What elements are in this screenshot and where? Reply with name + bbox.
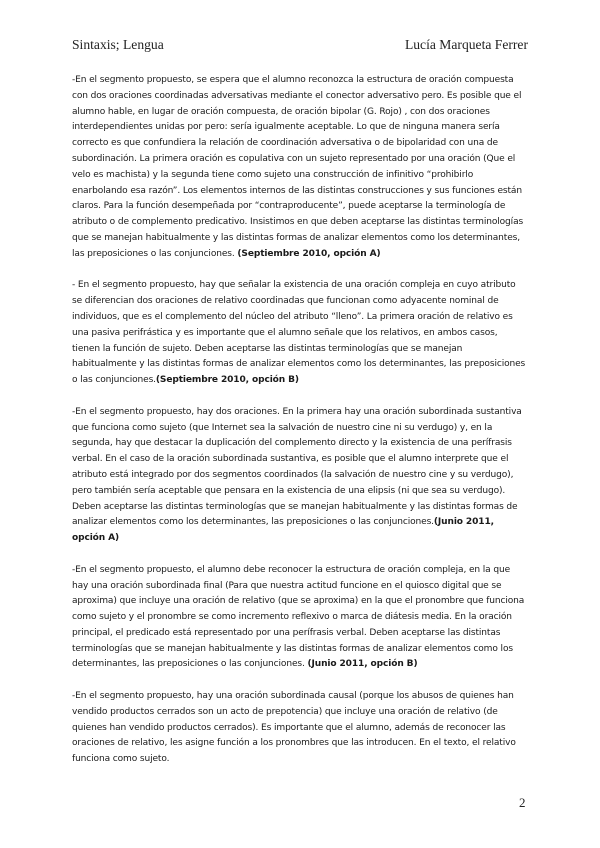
paragraph-3 xyxy=(72,405,528,547)
header-author: Lucía Marqueta Ferrer xyxy=(404,37,528,52)
paragraph-5 xyxy=(72,689,528,768)
document-body xyxy=(72,73,528,784)
header-subject: Sintaxis; Lengua xyxy=(72,37,164,52)
page-number: 2 xyxy=(519,795,526,810)
paragraph-2 xyxy=(72,278,528,389)
paragraph-reference: (Septiembre 2010, opción B) xyxy=(155,375,299,386)
paragraph-reference: (Junio 2011, opción A) xyxy=(72,517,494,544)
paragraph-text: -En el segmento propuesto, hay una oración subordinada causal (porque los abusos de quienes han vendido productos cerrados son un acto de prepotencia) que incluye una oración de relativo (de quienes han vendido productos cerrados). Es importante que el alumno, además de reconocer las oraciones de relativo, les asigne función a los pronombres que las introducen. En el texto, el relativo funciona como sujeto. xyxy=(72,691,516,765)
paragraph-text: -En el segmento propuesto, se espera que el alumno reconozca la estructura de oración compuesta con dos oraciones coordinadas adversativas mediante el conector adversativo pero. Es posible que el alumno hable, en lugar de oración compuesta, de oración bipolar (G. Rojo) , con dos oraciones interdependientes unidas por pero: sería igualmente aceptable. Lo que de ninguna manera sería correcto es que confundiera la relación de coordinación adversativa o de bipolaridad con una de subordinación. La primera oración es copulativa con un sujeto representado por una oración (Que el velo es machista) y la segunda tiene como sujeto una construcción de infinitivo “prohibirlo enarbolando esa razón”. Los elementos internos de las distintas construcciones y sus funciones están claros. Para la función desempeñada por “contraproducente”, puede aceptarse la terminología de atributo o de complemento predicativo. Insistimos en que deben aceptarse las distintas terminologías que se manejan habitualmente y las distintas formas de analizar elementos como los determinantes, las preposiciones o las conjunciones. xyxy=(72,75,524,259)
paragraph-reference: (Junio 2011, opción B) xyxy=(307,659,418,670)
paragraph-text: -En el segmento propuesto, hay dos oraciones. En la primera hay una oración subordinada sustantiva que funciona como sujeto (que Internet sea la salvación de nuestro cine ni su verdugo) y, en la segunda, hay que destacar la duplicación del complemento directo y la existencia de una perífrasis verbal. En el caso de la oración subordinada sustantiva, es posible que el alumno interprete que el atributo está integrado por dos segmentos coordinados (la salvación de nuestro cine y su verdugo), pero también sería aceptable que pensara en la existencia de una elipsis (ni que sea su verdugo). Deben aceptarse las distintas terminologías que se manejan habitualmente y las distintas formas de analizar elementos como los determinantes, las preposiciones o las conjunciones. xyxy=(72,406,522,528)
paragraph-text: - En el segmento propuesto, hay que señalar la existencia de una oración compleja en cuyo atributo se diferencian dos oraciones de relativo coordinadas que funcionan como adyacente nominal de individuos, que es el complemento del núcleo del atributo “lleno”. La primera oración de relativo es una pasiva perifrástica y es importante que el alumno señale que los relativos, en ambos casos, tienen la función de sujeto. Deben aceptarse las distintas terminologías que se manejan habitualmente y las distintas formas de analizar elementos como los determinantes, las preposiciones o las conjunciones. xyxy=(72,280,526,386)
page-header xyxy=(72,37,528,57)
paragraph-reference: (Septiembre 2010, opción A) xyxy=(237,248,381,259)
paragraph-text: -En el segmento propuesto, el alumno debe reconocer la estructura de oración compleja, en la que hay una oración subordinada final (Para que nuestra actitud funcione en el quiosco digital que se aproxima) que incluye una oración de relativo (que se aproxima) en la que el pronombre que funciona como sujeto y el pronombre se como incremento reflexivo o marca de diátesis media. En la oración principal, el predicado está representado por una perífrasis verbal. Deben aceptarse las distintas terminologías que se manejan habitualmente y las distintas formas de analizar elementos como los determinantes, las preposiciones o las conjunciones. xyxy=(72,564,525,670)
paragraph-1 xyxy=(72,73,528,263)
paragraph-4 xyxy=(72,563,528,674)
